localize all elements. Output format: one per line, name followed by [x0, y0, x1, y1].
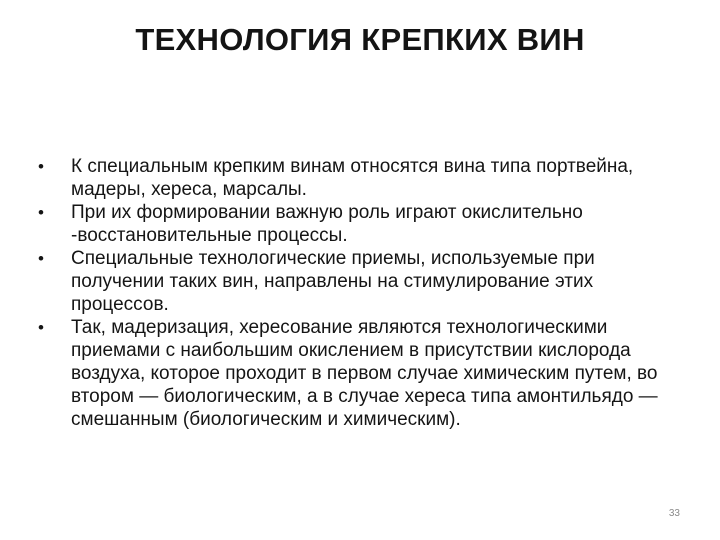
- bullet-item: [38, 316, 688, 431]
- bullet-dot-icon: •: [38, 249, 44, 268]
- bullet-list: [38, 155, 688, 431]
- bullet-text: Так, мадеризация, хересование являются технологическими приемами с наибольшим окислением в присутствии кислорода воздуха, которое проходит в первом случае химическим путем, во втором — биологическим, а в случае хереса типа амонтильядо — смешанным (биологическим и химическим).: [71, 317, 658, 430]
- page-number: 33: [668, 508, 680, 519]
- bullet-dot-icon: •: [38, 157, 44, 176]
- slide-title: ТЕХНОЛОГИЯ КРЕПКИХ ВИН: [135, 22, 585, 57]
- bullet-item: [38, 155, 688, 201]
- bullet-text: При их формировании важную роль играют окислительно -восстановительные процессы.: [71, 202, 583, 246]
- bullet-dot-icon: •: [38, 203, 44, 222]
- bullet-item: [38, 201, 688, 247]
- bullet-dot-icon: •: [38, 318, 44, 337]
- bullet-item: [38, 247, 688, 316]
- bullet-text: К специальным крепким винам относятся вина типа портвейна, мадеры, хереса, марсалы.: [71, 156, 634, 200]
- bullet-text: Специальные технологические приемы, используемые при получении таких вин, направлены на стимулирование этих процессов.: [71, 248, 595, 315]
